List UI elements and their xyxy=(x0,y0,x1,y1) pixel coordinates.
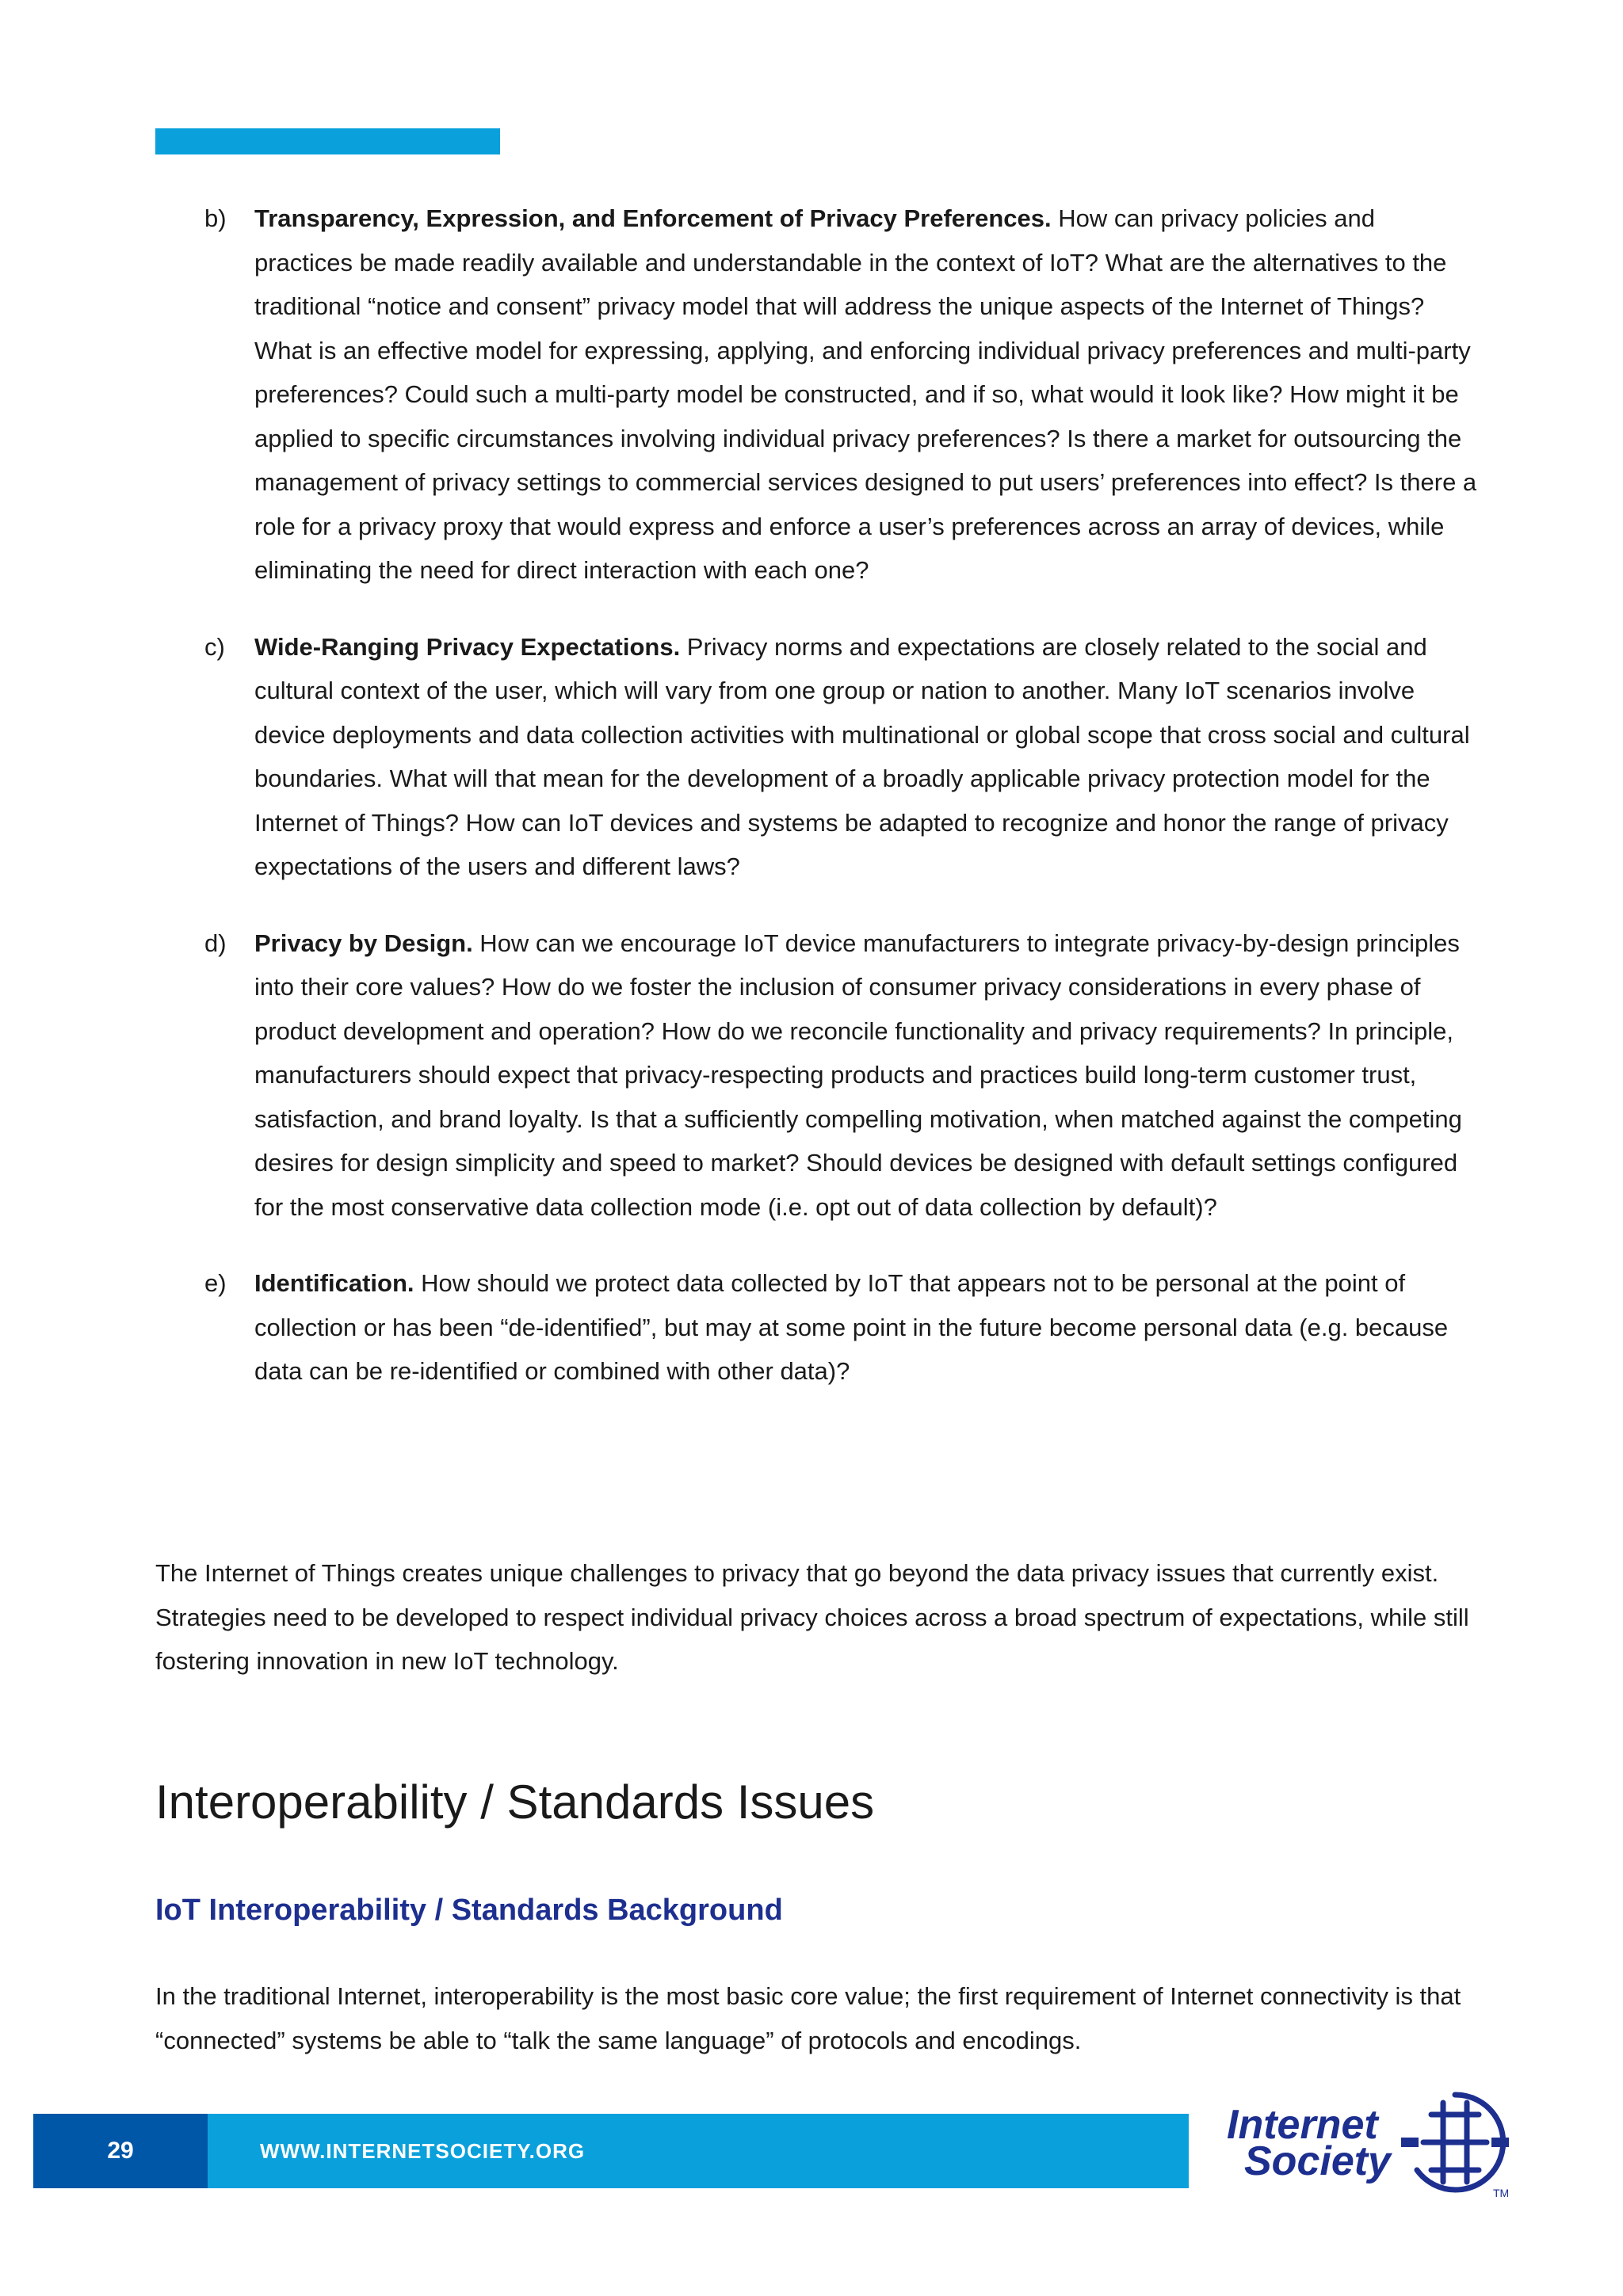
question-list xyxy=(155,196,1479,1426)
internet-society-globe-icon xyxy=(1400,2087,1510,2198)
list-item-text: How can privacy policies and practices be made readily available and understandable in the context of IoT? What are the alternatives to the traditional “notice and consent” privacy model that will address the unique aspects of the Internet of Things? What is an effective model for expressing, applying, and enforcing individual privacy preferences and multi-party preferences? Could such a multi-party model be constructed, and if so, what would it look like? How might it be applied to specific circumstances involving individual privacy preferences? Is there a market for outsourcing the management of privacy settings to commercial services designed to put users’ preferences into effect? Is there a role for a privacy proxy that would express and enforce a user’s preferences across an array of devices, while eliminating the need for direct interaction with each one? xyxy=(254,204,1477,584)
footer-bar xyxy=(208,2114,1189,2188)
footer-url-link[interactable]: WWW.INTERNETSOCIETY.ORG xyxy=(260,2138,586,2163)
interoperability-paragraph: In the traditional Internet, interoperability is the most basic core value; the first requirement of Internet connectivity is that “connected” systems be able to “talk the same language” of protocols and encodings. xyxy=(155,1982,1461,2054)
list-item-c xyxy=(155,625,1479,889)
list-item-d xyxy=(155,921,1479,1230)
list-item-heading: Wide-Ranging Privacy Expectations. xyxy=(254,632,681,661)
list-item-heading: Identification. xyxy=(254,1269,414,1297)
page-number: 29 xyxy=(33,2114,208,2188)
privacy-summary-paragraph: The Internet of Things creates unique challenges to privacy that go beyond the data privacy issues that currently exist. Strategies need to be developed to respect individual privacy choices across a broad spectrum of expectations, while still fostering innovation in new IoT technology. xyxy=(155,1559,1469,1675)
list-marker: b) xyxy=(204,204,227,232)
header-accent-bar xyxy=(155,128,500,154)
list-item-text: How can we encourage IoT device manufacturers to integrate privacy-by-design principles into their core values? How do we foster the inclusion of consumer privacy considerations in every phase of product development and operation? How do we reconcile functionality and privacy requirements? In principle, manufacturers should expect that privacy-respecting products and practices build long-term customer trust, satisfaction, and brand loyalty. Is that a sufficiently compelling motivation, when matched against the competing desires for design simplicity and speed to market? Should devices be designed with default settings configured for the most conservative data collection mode (i.e. opt out of data collection by default)? xyxy=(254,929,1462,1221)
section-title: Interoperability / Standards Issues xyxy=(155,1775,875,1829)
internet-society-logo xyxy=(1227,2082,1522,2201)
logo-word-internet: Internet xyxy=(1227,2102,1378,2148)
logo-word-society: Society xyxy=(1244,2138,1391,2184)
list-marker: e) xyxy=(204,1269,227,1297)
list-marker: c) xyxy=(204,632,225,661)
subsection-title: IoT Interoperability / Standards Background xyxy=(155,1894,783,1927)
list-item-text: Privacy norms and expectations are closely related to the social and cultural context of the user, which will vary from one group or nation to another. Many IoT scenarios involve device deployments and data collection activities with multinational or global scope that cross social and cultural boundaries. What will that mean for the development of a broadly applicable privacy protection model for the Internet of Things? How can IoT devices and systems be adapted to recognize and honor the range of privacy expectations of the users and different laws? xyxy=(254,632,1470,880)
list-item-heading: Privacy by Design. xyxy=(254,929,473,957)
list-item-e xyxy=(155,1261,1479,1394)
list-item-heading: Transparency, Expression, and Enforcement of Privacy Preferences. xyxy=(254,204,1052,232)
logo-trademark: TM xyxy=(1493,2187,1510,2199)
list-item-b xyxy=(155,196,1479,593)
list-marker: d) xyxy=(204,929,227,957)
list-item-text: How should we protect data collected by IoT that appears not to be personal at the point of collection or has been “de-identified”, but may at some point in the future become personal data (e.g. because data can be re-identified or combined with other data)? xyxy=(254,1269,1449,1385)
